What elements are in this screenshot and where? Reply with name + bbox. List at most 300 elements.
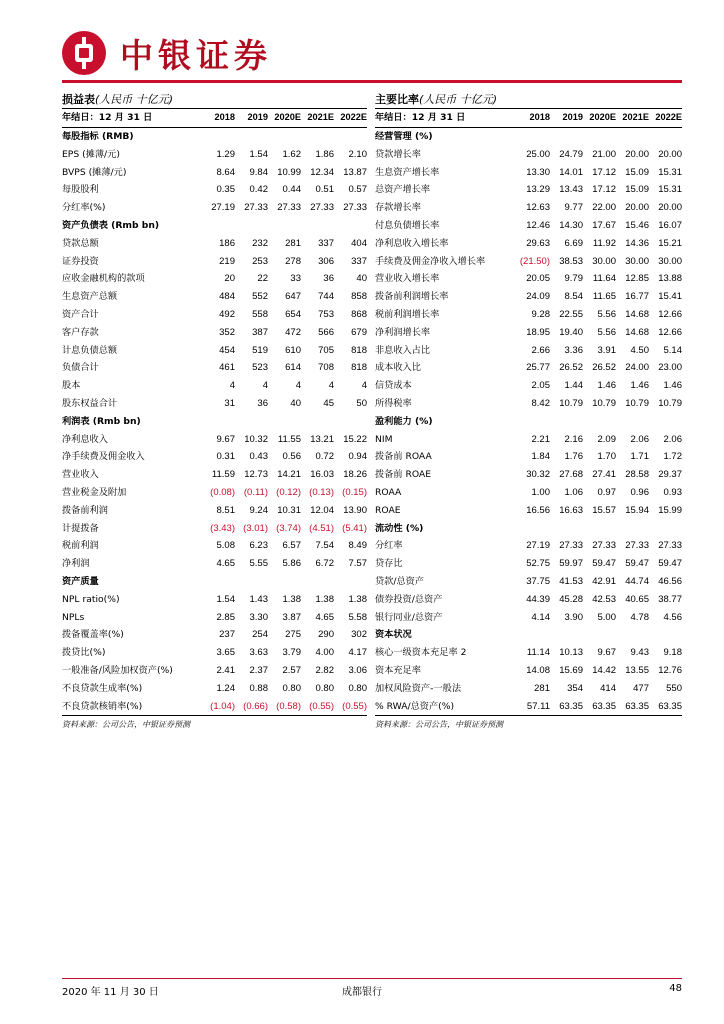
cell-value: 1.86 — [315, 148, 334, 160]
row-label: 核心一级资本充足率 2 — [375, 647, 467, 659]
row-label: 净利息收入增长率 — [375, 237, 449, 249]
cell-value: 404 — [351, 237, 367, 249]
source-note: 资料来源：公司公告，中银证券预测 — [375, 720, 503, 730]
cell-value: 25.77 — [526, 362, 550, 374]
cell-value: 614 — [285, 362, 301, 374]
cell-value: 15.46 — [625, 219, 649, 231]
cell-value: 0.96 — [630, 486, 649, 498]
cell-value: (0.55) — [301, 698, 334, 716]
section-title: 流动性 (%) — [375, 522, 424, 534]
table-row — [62, 644, 367, 662]
cell-value: 2.09 — [597, 433, 616, 445]
cell-value: 27.33 — [277, 202, 301, 214]
cell-value: 5.58 — [348, 611, 367, 623]
cell-value: 2.16 — [564, 433, 583, 445]
cell-value: 18.26 — [343, 469, 367, 481]
section-title: 经营管理 (%) — [375, 131, 433, 142]
cell-value: 705 — [318, 344, 334, 356]
row-label: % RWA/总资产(%) — [375, 698, 517, 716]
table-row — [62, 448, 367, 466]
row-label: 贷款增长率 — [375, 148, 421, 160]
cell-value: 3.36 — [564, 344, 583, 356]
cell-value: 27.33 — [310, 202, 334, 214]
cell-value: 9.24 — [249, 504, 268, 516]
cell-value: 27.68 — [559, 469, 583, 481]
row-label: 拨备前利润 — [62, 504, 108, 516]
cell-value: 281 — [534, 682, 550, 694]
cell-value: 2.85 — [216, 611, 235, 623]
cell-value: 7.54 — [315, 540, 334, 552]
panel-title-text: 主要比率 — [375, 93, 419, 106]
cell-value: (5.41) — [342, 522, 367, 534]
cell-value: 818 — [351, 344, 367, 356]
cell-value: 2.06 — [663, 433, 682, 445]
cell-value: 12.66 — [658, 308, 682, 320]
cell-value: 519 — [252, 344, 268, 356]
cell-value: 306 — [318, 255, 334, 267]
cell-value: 11.65 — [592, 291, 616, 303]
cell-value: 14.08 — [526, 664, 550, 676]
cell-value: 14.68 — [625, 326, 649, 338]
year-header: 2022E — [649, 109, 682, 128]
cell-value: 37.75 — [526, 575, 550, 587]
cell-value: 484 — [219, 291, 235, 303]
cell-value: 302 — [351, 629, 367, 641]
cell-value: 12.85 — [625, 273, 649, 285]
cell-value: 4 — [295, 380, 301, 392]
table-row — [62, 306, 367, 324]
cell-value: 13.21 — [310, 433, 334, 445]
cell-value: 12.76 — [658, 664, 682, 676]
table-row — [375, 270, 682, 288]
cell-value: 27.41 — [592, 469, 616, 481]
row-label: 拨备覆盖率(%) — [62, 629, 124, 641]
cell-value: 0.57 — [348, 184, 367, 196]
table-row — [375, 573, 682, 591]
cell-value: 59.97 — [559, 558, 583, 570]
row-label: 付息负债增长率 — [375, 219, 440, 231]
table-row — [375, 644, 682, 662]
key-ratios-table — [375, 109, 682, 716]
cell-value: 40.65 — [625, 593, 649, 605]
report-header — [62, 28, 272, 78]
cell-value: 1.46 — [663, 380, 682, 392]
cell-value: 186 — [219, 237, 235, 249]
cell-value: 9.77 — [564, 202, 583, 214]
table-row — [62, 181, 367, 199]
cell-value: 4.17 — [348, 647, 367, 659]
cell-value: 27.33 — [343, 202, 367, 214]
cell-value: 14.42 — [592, 664, 616, 676]
cell-value: (21.50) — [519, 255, 550, 267]
table-row — [375, 199, 682, 217]
cell-value: 1.70 — [597, 451, 616, 463]
cell-value: 28.58 — [625, 469, 649, 481]
row-label: 营业收入增长率 — [375, 273, 440, 285]
row-label: 每股股利 — [62, 184, 99, 196]
section-header-row — [62, 128, 367, 146]
table-row — [375, 253, 682, 271]
table-row — [375, 609, 682, 627]
table-row — [62, 253, 367, 271]
cell-value: (1.04) — [202, 698, 235, 716]
cell-value: 232 — [252, 237, 268, 249]
cell-value: 5.56 — [597, 308, 616, 320]
cell-value: 44.39 — [526, 593, 550, 605]
panel-title — [375, 88, 682, 109]
row-label: 净利息收入 — [62, 433, 108, 445]
section-header-row — [62, 573, 367, 591]
section-header-row — [62, 217, 367, 235]
row-label: 存款增长率 — [375, 202, 421, 214]
cell-value: 14.21 — [277, 469, 301, 481]
cell-value: 0.94 — [348, 451, 367, 463]
cell-value: 20.00 — [658, 202, 682, 214]
cell-value: 6.72 — [315, 558, 334, 570]
cell-value: 3.90 — [564, 611, 583, 623]
cell-value: 63.35 — [550, 698, 583, 716]
cell-value: 3.91 — [597, 344, 616, 356]
cell-value: 1.38 — [282, 593, 301, 605]
cell-value: 4.65 — [315, 611, 334, 623]
cell-value: 253 — [252, 255, 268, 267]
income-statement-table — [62, 109, 367, 716]
table-row — [375, 662, 682, 680]
cell-value: 5.86 — [282, 558, 301, 570]
cell-value: 15.57 — [592, 504, 616, 516]
row-label: 应收金融机构的款项 — [62, 273, 145, 285]
row-label: NPL ratio(%) — [62, 593, 120, 605]
cell-value: 1.72 — [663, 451, 682, 463]
row-label: 贷款总额 — [62, 237, 99, 249]
cell-value: 13.43 — [559, 184, 583, 196]
cell-value: 8.51 — [216, 504, 235, 516]
cell-value: 15.31 — [658, 184, 682, 196]
cell-value: 20 — [224, 273, 235, 285]
cell-value: 1.46 — [597, 380, 616, 392]
cell-value: 22 — [257, 273, 268, 285]
cell-value: 17.12 — [592, 184, 616, 196]
cell-value: 29.63 — [526, 237, 550, 249]
cell-value: 27.33 — [559, 540, 583, 552]
cell-value: 3.87 — [282, 611, 301, 623]
cell-value: 30.00 — [658, 255, 682, 267]
table-row — [375, 342, 682, 360]
table-row — [375, 288, 682, 306]
cell-value: 753 — [318, 308, 334, 320]
cell-value: 0.43 — [249, 451, 268, 463]
cell-value: (0.11) — [243, 486, 268, 498]
cell-value: (0.13) — [309, 486, 334, 498]
table-row — [62, 626, 367, 644]
cell-value: 15.09 — [625, 166, 649, 178]
cell-value: 4 — [328, 380, 334, 392]
cell-value: 0.44 — [282, 184, 301, 196]
cell-value: 1.24 — [216, 682, 235, 694]
cell-value: 40 — [290, 397, 301, 409]
cell-value: 38.77 — [658, 593, 682, 605]
cell-value: 10.13 — [559, 647, 583, 659]
cell-value: 387 — [252, 326, 268, 338]
cell-value: (0.15) — [342, 486, 367, 498]
cell-value: 2.05 — [531, 380, 550, 392]
header-divider — [62, 80, 682, 83]
cell-value: 9.79 — [564, 273, 583, 285]
cell-value: 3.30 — [249, 611, 268, 623]
page-number: 48 — [669, 983, 682, 994]
cell-value: 12.04 — [310, 504, 334, 516]
cell-value: 52.75 — [526, 558, 550, 570]
row-label: NPLs — [62, 611, 85, 623]
cell-value: 16.56 — [526, 504, 550, 516]
cell-value: 1.38 — [348, 593, 367, 605]
section-title: 资本状况 — [375, 629, 412, 641]
cell-value: 57.11 — [517, 698, 550, 716]
cell-value: 15.69 — [559, 664, 583, 676]
cell-value: 6.57 — [282, 540, 301, 552]
table-row — [375, 164, 682, 182]
cell-value: 0.72 — [315, 451, 334, 463]
cell-value: 868 — [351, 308, 367, 320]
cell-value: 1.76 — [564, 451, 583, 463]
cell-value: 11.92 — [592, 237, 616, 249]
row-label: 客户存款 — [62, 326, 99, 338]
cell-value: 1.62 — [282, 148, 301, 160]
table-row — [375, 431, 682, 449]
table-row — [62, 288, 367, 306]
cell-value: 9.28 — [531, 308, 550, 320]
cell-value: 5.00 — [597, 611, 616, 623]
panel-unit: (人民币 十亿元) — [419, 93, 498, 106]
cell-value: 9.67 — [597, 647, 616, 659]
cell-value: 281 — [285, 237, 301, 249]
table-row — [375, 680, 682, 698]
cell-value: 17.67 — [592, 219, 616, 231]
table-row — [375, 306, 682, 324]
cell-value: 36 — [323, 273, 334, 285]
section-title: 利润表 (Rmb bn) — [62, 415, 141, 427]
row-label: 股东权益合计 — [62, 397, 118, 409]
cell-value: 33 — [290, 273, 301, 285]
row-label: 债券投资/总资产 — [375, 593, 443, 605]
row-label: 证券投资 — [62, 255, 99, 267]
cell-value: 40 — [356, 273, 367, 285]
cell-value: 9.84 — [249, 166, 268, 178]
cell-value: 1.71 — [630, 451, 649, 463]
cell-value: 3.65 — [216, 647, 235, 659]
row-label: 手续费及佣金净收入增长率 — [375, 255, 486, 267]
cell-value: 5.14 — [663, 344, 682, 356]
year-header: 2018 — [517, 109, 550, 128]
section-title: 资产质量 — [62, 575, 99, 587]
year-header: 2020E — [268, 109, 301, 128]
cell-value: 1.84 — [531, 451, 550, 463]
row-label: 成本收入比 — [375, 362, 421, 374]
row-label: 计息负债总额 — [62, 344, 118, 356]
cell-value: 45.28 — [559, 593, 583, 605]
cell-value: 14.01 — [559, 166, 583, 178]
cell-value: 1.54 — [249, 148, 268, 160]
cell-value: 6.23 — [249, 540, 268, 552]
cell-value: 31 — [224, 397, 235, 409]
year-header: 2020E — [583, 109, 616, 128]
cell-value: 13.29 — [526, 184, 550, 196]
bank-of-china-logo-icon — [62, 31, 106, 75]
cell-value: (0.08) — [210, 486, 235, 498]
cell-value: 4 — [361, 380, 367, 392]
cell-value: 10.79 — [658, 397, 682, 409]
cell-value: (3.43) — [210, 522, 235, 534]
income-statement-panel — [62, 88, 367, 730]
cell-value: 2.41 — [216, 664, 235, 676]
year-header: 2021E — [616, 109, 649, 128]
cell-value: 20.00 — [625, 148, 649, 160]
column-header-row — [375, 109, 682, 128]
source-note: 资料来源：公司公告，中银证券预测 — [62, 720, 190, 730]
cell-value: 18.95 — [526, 326, 550, 338]
cell-value: 15.09 — [625, 184, 649, 196]
cell-value: 16.77 — [625, 291, 649, 303]
cell-value: 9.18 — [663, 647, 682, 659]
cell-value: 59.47 — [625, 558, 649, 570]
row-label: NIM — [375, 433, 393, 445]
cell-value: 27.33 — [625, 540, 649, 552]
year-header: 2018 — [202, 109, 235, 128]
row-label: 生息资产增长率 — [375, 166, 440, 178]
cell-value: 0.80 — [315, 682, 334, 694]
table-row — [62, 359, 367, 377]
cell-value: 2.66 — [531, 344, 550, 356]
table-row — [375, 395, 682, 413]
cell-value: 414 — [600, 682, 616, 694]
cell-value: 42.91 — [592, 575, 616, 587]
cell-value: 4 — [229, 380, 235, 392]
cell-value: 1.44 — [564, 380, 583, 392]
cell-value: 4.00 — [315, 647, 334, 659]
cell-value: 44.74 — [625, 575, 649, 587]
cell-value: 2.82 — [315, 664, 334, 676]
table-row — [375, 537, 682, 555]
fiscal-year-end-label: 年结日：12 月 31 日 — [375, 109, 517, 128]
cell-value: 25.00 — [526, 148, 550, 160]
table-row — [62, 199, 367, 217]
section-header-row — [375, 128, 682, 146]
cell-value: 4.65 — [216, 558, 235, 570]
cell-value: 8.42 — [531, 397, 550, 409]
table-row — [375, 217, 682, 235]
row-label: 净利润增长率 — [375, 326, 431, 338]
table-row — [62, 270, 367, 288]
cell-value: 8.54 — [564, 291, 583, 303]
cell-value: 19.40 — [559, 326, 583, 338]
table-row — [375, 448, 682, 466]
cell-value: 20.05 — [526, 273, 550, 285]
row-label: 资本充足率 — [375, 664, 421, 676]
section-title: 资产负债表 (Rmb bn) — [62, 219, 160, 231]
cell-value: 24.09 — [526, 291, 550, 303]
cell-value: 352 — [219, 326, 235, 338]
table-row — [62, 609, 367, 627]
year-header: 2019 — [235, 109, 268, 128]
cell-value: 27.33 — [658, 540, 682, 552]
cell-value: 0.35 — [216, 184, 235, 196]
cell-value: 0.56 — [282, 451, 301, 463]
cell-value: 12.63 — [526, 202, 550, 214]
row-label: BVPS (摊薄/元) — [62, 166, 127, 178]
cell-value: 0.80 — [282, 682, 301, 694]
table-row — [375, 377, 682, 395]
row-label: 拨备前利润增长率 — [375, 291, 449, 303]
cell-value: 254 — [252, 629, 268, 641]
table-row — [62, 520, 367, 538]
table-row — [375, 146, 682, 164]
section-header-row — [375, 626, 682, 644]
cell-value: 20.00 — [625, 202, 649, 214]
cell-value: 12.73 — [244, 469, 268, 481]
cell-value: 15.41 — [658, 291, 682, 303]
cell-value: 708 — [318, 362, 334, 374]
section-header-row — [375, 413, 682, 431]
section-title: 每股指标 (RMB) — [62, 131, 134, 142]
cell-value: 41.53 — [559, 575, 583, 587]
key-ratios-panel — [375, 88, 682, 730]
cell-value: 0.51 — [315, 184, 334, 196]
table-row — [375, 181, 682, 199]
cell-value: 9.67 — [216, 433, 235, 445]
row-label: 营业收入 — [62, 469, 99, 481]
cell-value: (4.51) — [309, 522, 334, 534]
cell-value: 14.68 — [625, 308, 649, 320]
row-label: 总资产增长率 — [375, 184, 431, 196]
cell-value: 63.35 — [583, 698, 616, 716]
table-row — [62, 555, 367, 573]
cell-value: 337 — [318, 237, 334, 249]
row-label: 不良贷款生成率(%) — [62, 682, 143, 694]
cell-value: 10.32 — [244, 433, 268, 445]
row-label: 非息收入占比 — [375, 344, 431, 356]
table-row — [62, 662, 367, 680]
table-row — [62, 431, 367, 449]
table-row — [375, 502, 682, 520]
cell-value: 2.57 — [282, 664, 301, 676]
section-title: 盈利能力 (%) — [375, 415, 433, 427]
cell-value: 3.79 — [282, 647, 301, 659]
cell-value: 237 — [219, 629, 235, 641]
cell-value: 0.31 — [216, 451, 235, 463]
year-header: 2021E — [301, 109, 334, 128]
column-header-row — [62, 109, 367, 128]
cell-value: 10.79 — [559, 397, 583, 409]
row-label: 税前利润 — [62, 540, 99, 552]
cell-value: 13.88 — [658, 273, 682, 285]
cell-value: 1.43 — [249, 593, 268, 605]
row-label: 营业税金及附加 — [62, 486, 127, 498]
table-row — [62, 324, 367, 342]
cell-value: (0.55) — [334, 698, 367, 716]
cell-value: 550 — [666, 682, 682, 694]
row-label: 生息资产总额 — [62, 291, 118, 303]
cell-value: 1.00 — [531, 486, 550, 498]
cell-value: 6.69 — [564, 237, 583, 249]
panel-title — [62, 88, 367, 109]
row-label: 银行同业/总资产 — [375, 611, 443, 623]
cell-value: 1.29 — [216, 148, 235, 160]
brand-name: 中银证券 — [120, 35, 272, 75]
table-row — [375, 324, 682, 342]
row-label: 拨贷比(%) — [62, 647, 106, 659]
footer-date: 2020 年 11 月 30 日 — [62, 987, 159, 998]
table-row — [62, 537, 367, 555]
